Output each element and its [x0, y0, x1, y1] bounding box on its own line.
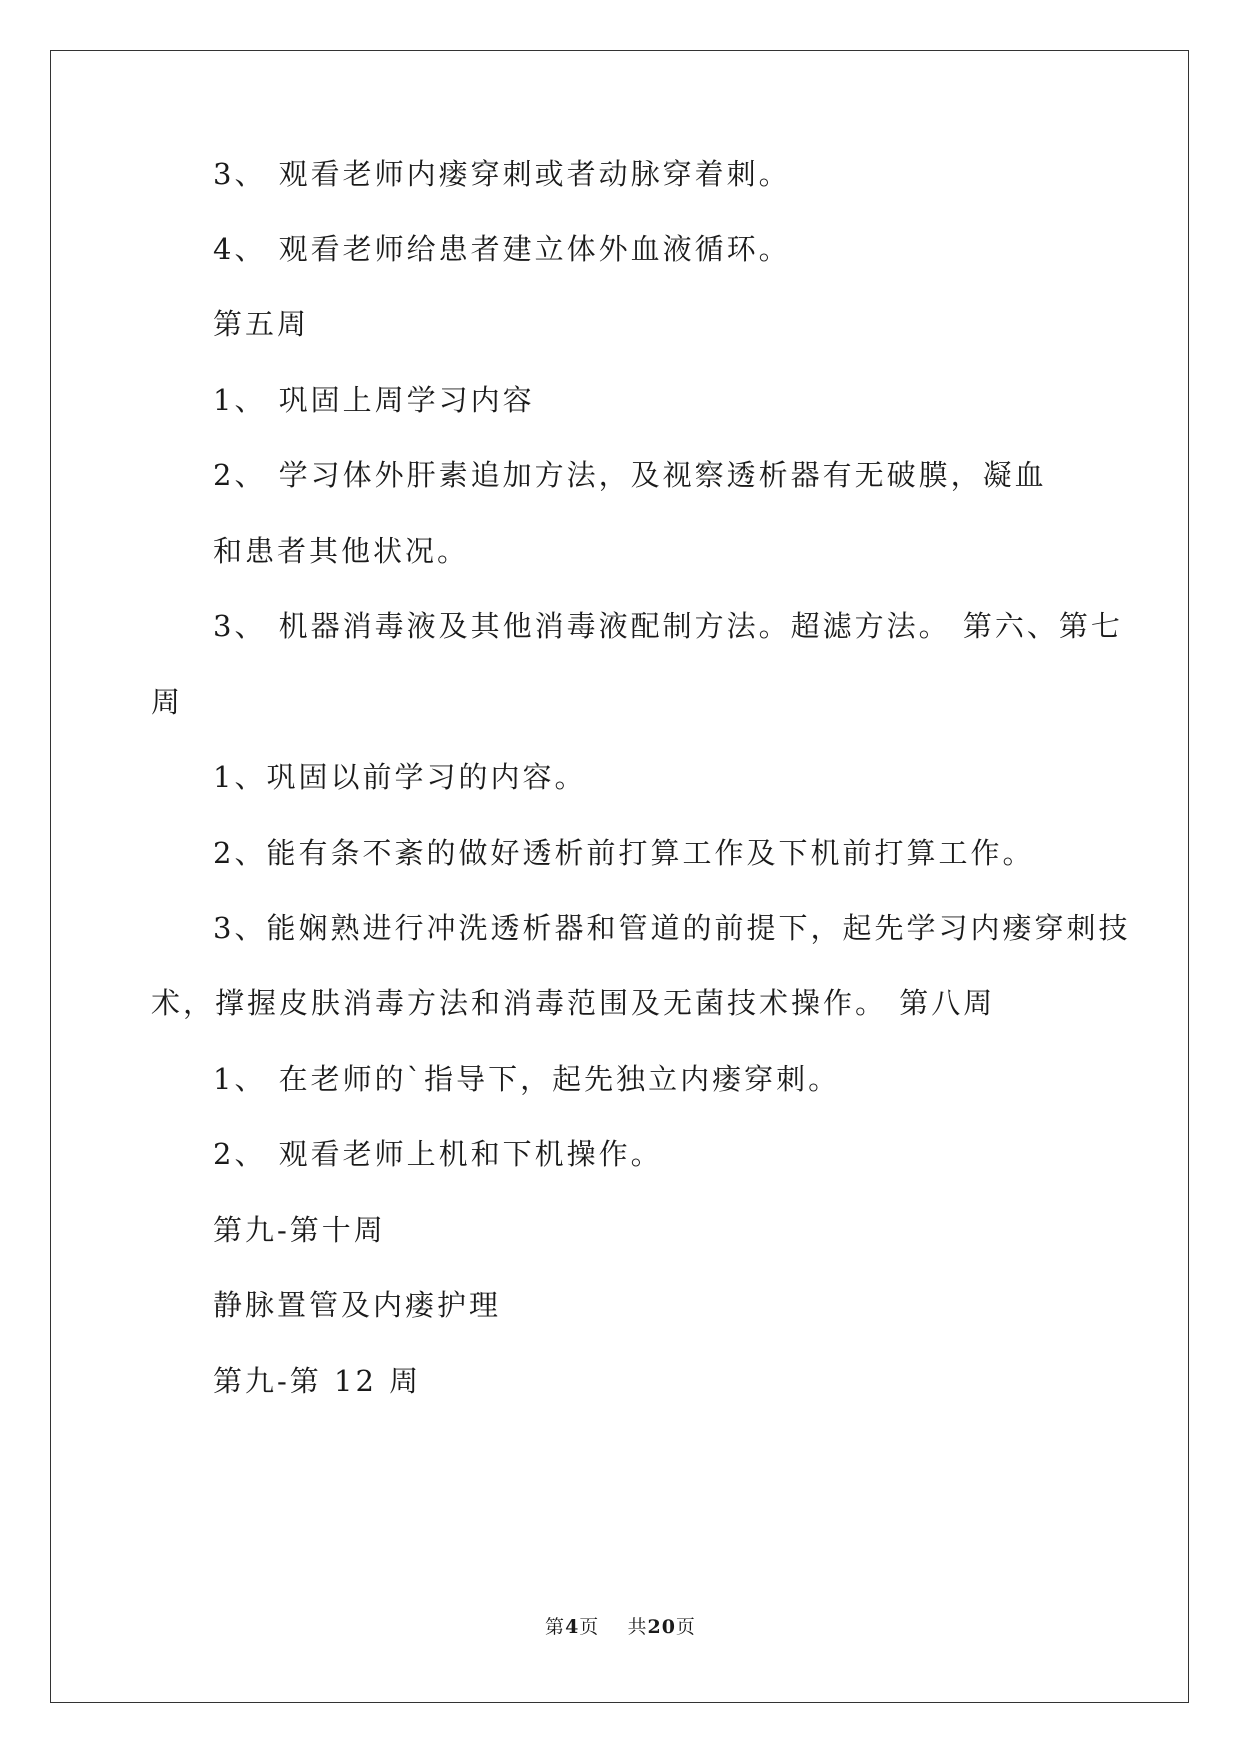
page-footer — [0, 1615, 1241, 1639]
text-line: 静脉置管及内瘘护理 — [213, 1288, 502, 1322]
text-line: 3、 机器消毒液及其他消毒液配制方法。超滤方法。 第六、第七 — [213, 609, 1123, 643]
text-line: 和患者其他状况。 — [213, 534, 470, 568]
text-line: 1、 在老师的`指导下，起先独立内瘘穿刺。 — [213, 1062, 841, 1096]
section-heading: 第九-第 12 周 — [213, 1364, 422, 1398]
text-line: 3、能娴熟进行冲洗透析器和管道的前提下，起先学习内瘘穿刺技 — [213, 911, 1131, 945]
text-line: 2、 观看老师上机和下机操作。 — [213, 1137, 663, 1171]
text-line: 术，撑握皮肤消毒方法和消毒范围及无菌技术操作。 第八周 — [151, 986, 996, 1020]
text-line: 周 — [151, 685, 184, 719]
text-line: 1、巩固以前学习的内容。 — [213, 760, 587, 794]
current-page-number: 4 — [565, 1616, 580, 1638]
text-line: 1、 巩固上周学习内容 — [213, 383, 535, 417]
total-page-count: 20 — [647, 1616, 676, 1638]
section-heading: 第五周 — [213, 307, 310, 341]
page-border — [50, 50, 1189, 1703]
text-line: 2、 学习体外肝素追加方法，及视察透析器有无破膜，凝血 — [213, 458, 1047, 492]
text-line: 3、 观看老师内瘘穿刺或者动脉穿着刺。 — [213, 157, 791, 191]
footer-suffix: 页 — [675, 1616, 696, 1638]
text-line: 2、能有条不紊的做好透析前打算工作及下机前打算工作。 — [213, 836, 1035, 870]
section-heading: 第九-第十周 — [213, 1213, 386, 1247]
footer-mid: 页 共 — [579, 1616, 648, 1638]
footer-prefix: 第 — [545, 1616, 566, 1638]
text-line: 4、 观看老师给患者建立体外血液循环。 — [213, 232, 791, 266]
